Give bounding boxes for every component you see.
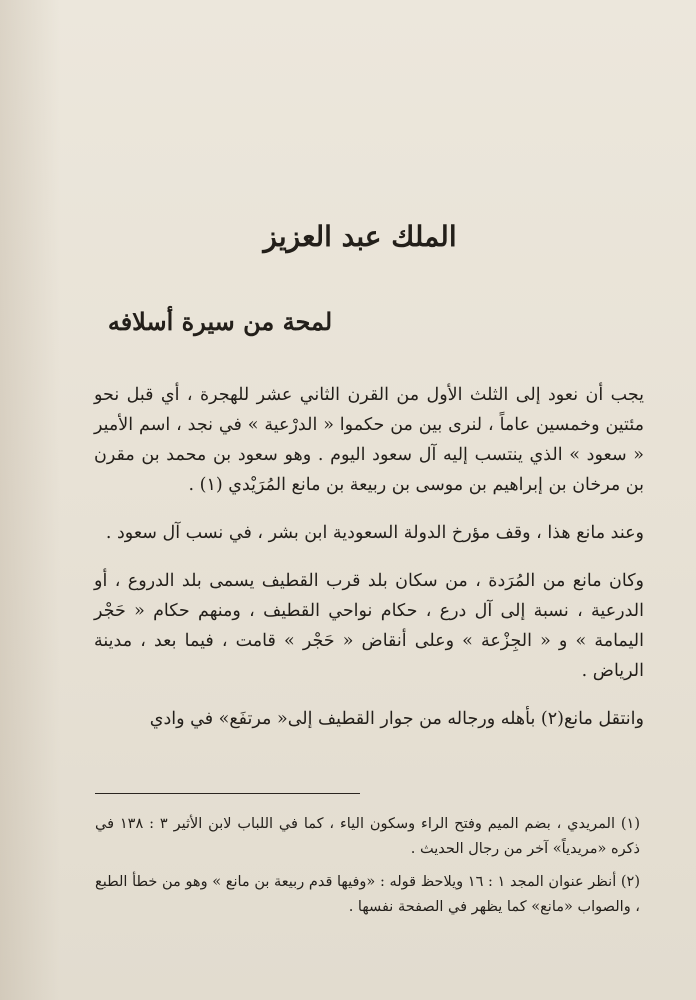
footnote: (٢) أنظر عنوان المجد ١ : ١٦ ويلاحظ قوله : «وفيها قدم ربيعة بن مانع » وهو من خطأ الطبع ، والصواب «مانع» كما يظهر في الصفحة نفسها . xyxy=(95,874,640,915)
paragraph: يجب أن نعود إلى الثلث الأول من القرن الثاني عشر للهجرة ، أي قبل نحو مئتين وخمسين عاماً ، لنرى بين من حكموا « الدرْعية » في نجد ، اسم الأمير « سعود » الذي ينتسب إليه آل سعود اليوم . وهو سعود بن محمد بن مقرن بن مرخان بن إبراهيم بن موسى بن ربيعة بن مانع المُرَيْدي (١) . xyxy=(94,385,644,495)
footnotes xyxy=(95,812,640,928)
page-gutter-shadow xyxy=(0,0,60,1000)
body-text xyxy=(94,380,644,752)
paragraph: وانتقل مانع(٢) بأهله ورجاله من جوار القطيف إلى« مرتفَع» في وادي xyxy=(149,709,644,729)
paragraph: وعند مانع هذا ، وقف مؤرخ الدولة السعودية ابن بشر ، في نسب آل سعود . xyxy=(105,523,644,543)
paragraph: وكان مانع من المُرَدة ، من سكان بلد قرب القطيف يسمى بلد الدروع ، أو الدرعية ، نسبة إلى آل درع ، حكام نواحي القطيف ، ومنهم حكام « حَجْر اليمامة » و « الجِزْعة » وعلى أنقاض « حَجْر » قامت ، فيما بعد ، مدينة الرياض . xyxy=(94,571,644,681)
footnote-divider xyxy=(95,793,360,794)
section-title: لمحة من سيرة أسلافه xyxy=(107,307,333,336)
footnote: (١) المريدي ، بضم الميم وفتح الراء وسكون الياء ، كما في اللباب لابن الأثير ٣ : ١٣٨ في ذكره «مريدياً» آخر من رجال الحديث . xyxy=(95,816,640,857)
chapter-title: الملك عبد العزيز xyxy=(263,220,457,253)
